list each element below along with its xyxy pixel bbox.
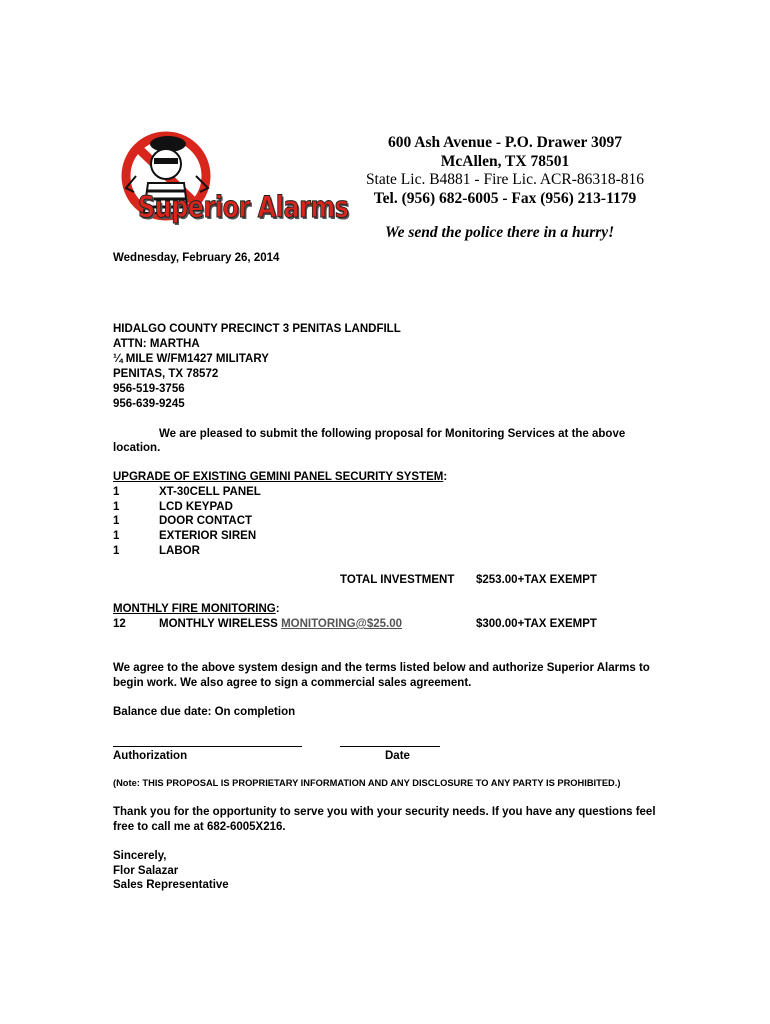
recipient-attn: ATTN: MARTHA [113, 338, 200, 350]
monitoring-desc-text: MONTHLY WIRELESS [159, 618, 278, 630]
company-logo [108, 128, 349, 228]
recipient-name: HIDALGO COUNTY PRECINCT 3 PENITAS LANDFILL [113, 323, 401, 335]
license-line: State Lic. B4881 - Fire Lic. ACR-86318-816 [365, 171, 645, 188]
monitoring-heading [113, 602, 280, 617]
recipient-address-1: ¼ MILE W/FM1427 MILITARY [113, 353, 269, 365]
item-desc: EXTERIOR SIREN [159, 530, 257, 542]
recipient-address-2: PENITAS, TX 78572 [113, 368, 219, 380]
tel-fax-line: Tel. (956) 682-6005 - Fax (956) 213-1179 [373, 190, 637, 207]
recipient-phone-2: 956-639-9245 [113, 398, 185, 410]
thanks-line-1: Thank you for the opportunity to serve you with your security needs. If you have any questions feel [113, 806, 656, 818]
date-label: Date [385, 750, 410, 762]
recipient-phone-1: 956-519-3756 [113, 383, 185, 395]
total-investment-value: $253.00+TAX EXEMPT [476, 574, 597, 586]
item-qty: 1 [113, 530, 120, 542]
logo-wordmark: Superior Alarms [138, 190, 349, 224]
item-desc: LCD KEYPAD [159, 501, 233, 513]
thanks-line-2: free to call me at 682-6005X216. [113, 821, 286, 833]
slogan: We send the police there in a hurry! [385, 224, 615, 241]
closing: Sincerely, [113, 850, 167, 862]
upgrade-heading [113, 470, 447, 485]
item-desc: LABOR [159, 545, 200, 557]
upgrade-heading-text: UPGRADE OF EXISTING GEMINI PANEL SECURITY SYSTEM [113, 471, 444, 483]
item-qty: 1 [113, 545, 120, 557]
item-desc: DOOR CONTACT [159, 515, 253, 527]
item-desc: XT-30CELL PANEL [159, 486, 261, 498]
proprietary-note: (Note: THIS PROPOSAL IS PROPRIETARY INFORMATION AND ANY DISCLOSURE TO ANY PARTY IS PROHIBITED.) [113, 778, 621, 788]
agree-line-2: begin work. We also agree to sign a commercial sales agreement. [113, 677, 472, 689]
address-line-2: McAllen, TX 78501 [440, 153, 570, 170]
intro-line-1: We are pleased to submit the following proposal for Monitoring Services at the above [159, 428, 626, 440]
address-line-1: 600 Ash Avenue - P.O. Drawer 3097 [388, 134, 622, 151]
monitoring-desc [159, 617, 402, 632]
agree-line-1: We agree to the above system design and the terms listed below and authorize Superior Alarms to [113, 662, 650, 674]
authorization-signature-line [113, 746, 302, 747]
monitoring-qty: 12 [113, 618, 126, 630]
total-investment-label: TOTAL INVESTMENT [340, 574, 455, 586]
date-signature-line [340, 746, 440, 747]
item-qty: 1 [113, 501, 120, 513]
monitoring-email-link[interactable]: MONITORING@$25.00 [281, 618, 402, 630]
balance-due: Balance due date: On completion [113, 706, 296, 718]
intro-line-2: location. [113, 442, 161, 454]
authorization-label: Authorization [113, 750, 188, 762]
signer-name: Flor Salazar [113, 865, 179, 877]
monitoring-value: $300.00+TAX EXEMPT [476, 618, 597, 630]
upgrade-heading-colon: : [443, 471, 448, 483]
item-qty: 1 [113, 515, 120, 527]
letter-date: Wednesday, February 26, 2014 [113, 252, 280, 264]
monitoring-heading-text: MONTHLY FIRE MONITORING [113, 603, 276, 615]
item-qty: 1 [113, 486, 120, 498]
signer-title: Sales Representative [113, 879, 229, 891]
monitoring-heading-colon: : [275, 603, 280, 615]
